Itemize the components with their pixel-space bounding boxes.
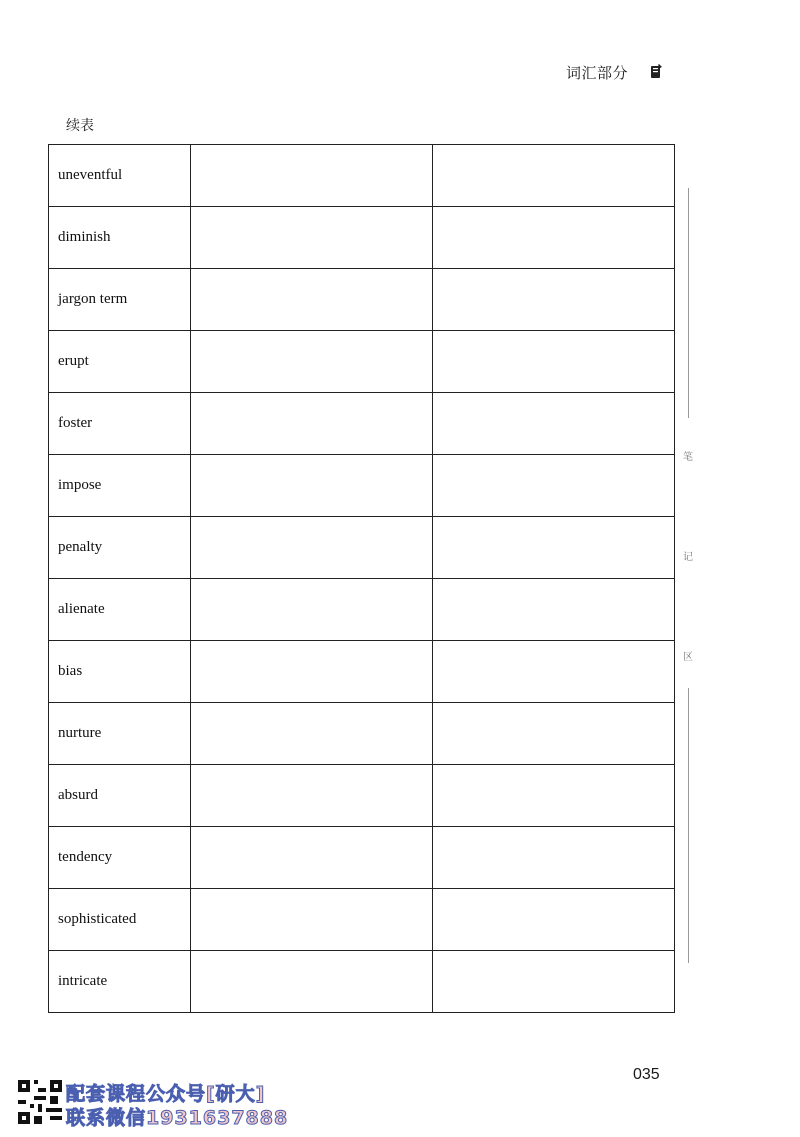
table-row [49,579,675,641]
promo-line-wechat-account: 配套课程公众号[研大] [66,1083,266,1105]
promo-line-contact: 联系微信1931637888 [66,1107,289,1129]
vocab-word-cell: sophisticated [49,889,191,951]
qr-code-icon [18,1080,62,1124]
sidebar-line-bottom [688,688,689,963]
table-row [49,269,675,331]
vocab-word-cell: alienate [49,579,191,641]
blank-note-cell [433,393,675,455]
table-caption: 续表 [66,118,94,134]
blank-meaning-cell [191,703,433,765]
vocab-word-cell: uneventful [49,145,191,207]
blank-meaning-cell [191,641,433,703]
vocab-word-cell: foster [49,393,191,455]
blank-note-cell [433,703,675,765]
page-number: 035 [633,1066,660,1083]
sidebar-char: 笔 [683,452,693,463]
table-row [49,641,675,703]
vocab-word-cell: absurd [49,765,191,827]
table-row [49,703,675,765]
vocab-word-cell: bias [49,641,191,703]
table-row [49,393,675,455]
table-row [49,331,675,393]
blank-meaning-cell [191,207,433,269]
blank-meaning-cell [191,827,433,889]
sidebar-char: 区 [683,652,693,663]
blank-note-cell [433,517,675,579]
table-row [49,951,675,1013]
table-row [49,207,675,269]
blank-meaning-cell [191,579,433,641]
vocab-word-cell: tendency [49,827,191,889]
blank-meaning-cell [191,517,433,579]
sidebar-char: 记 [683,552,693,563]
table-row [49,517,675,579]
table-row [49,765,675,827]
blank-meaning-cell [191,145,433,207]
blank-note-cell [433,827,675,889]
blank-note-cell [433,889,675,951]
vocab-word-cell: jargon term [49,269,191,331]
vocabulary-table [48,144,675,1013]
table-row [49,455,675,517]
blank-meaning-cell [191,951,433,1013]
blank-note-cell [433,145,675,207]
vocab-word-cell: intricate [49,951,191,1013]
blank-note-cell [433,579,675,641]
blank-meaning-cell [191,889,433,951]
sidebar-line-top [688,188,689,418]
blank-note-cell [433,207,675,269]
pen-book-icon [650,64,662,79]
vocab-word-cell: erupt [49,331,191,393]
table-row [49,827,675,889]
table-row [49,889,675,951]
blank-meaning-cell [191,393,433,455]
vocab-word-cell: diminish [49,207,191,269]
blank-note-cell [433,641,675,703]
blank-note-cell [433,269,675,331]
vocab-word-cell: impose [49,455,191,517]
blank-meaning-cell [191,455,433,517]
blank-note-cell [433,455,675,517]
blank-note-cell [433,331,675,393]
blank-meaning-cell [191,269,433,331]
vocab-word-cell: penalty [49,517,191,579]
blank-meaning-cell [191,331,433,393]
section-title: 词汇部分 [566,64,629,82]
blank-note-cell [433,765,675,827]
blank-note-cell [433,951,675,1013]
vocab-word-cell: nurture [49,703,191,765]
table-row [49,145,675,207]
blank-meaning-cell [191,765,433,827]
